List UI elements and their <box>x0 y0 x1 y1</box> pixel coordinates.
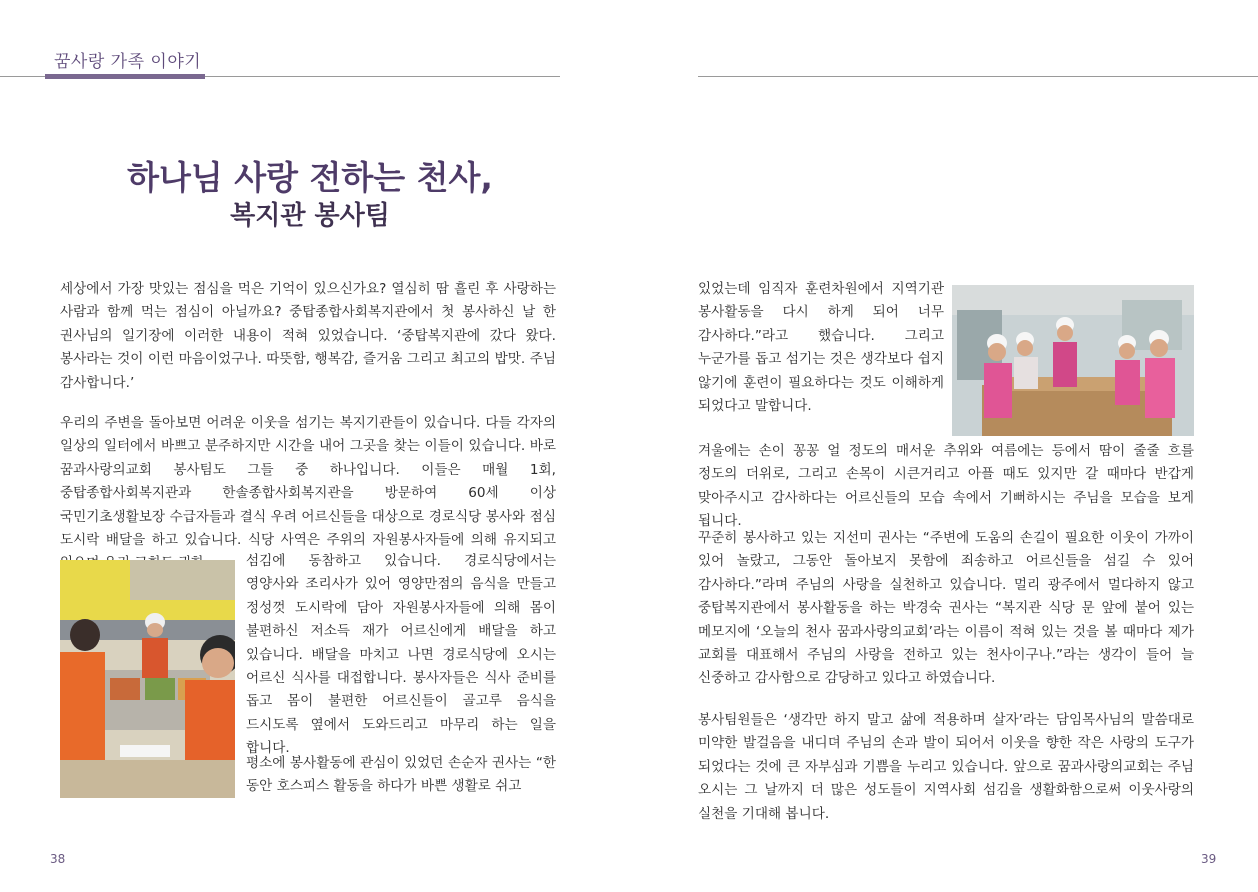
header-rule-accent <box>45 74 205 79</box>
section-label: 꿈사랑 가족 이야기 <box>54 52 202 72</box>
left-paragraph-2: 우리의 주변을 돌아보면 어려운 이웃을 섬기는 복지기관들이 있습니다. 다들 각자의 일상의 일터에서 바쁘고 분주하지만 시간을 내어 그곳을 찾는 이들이 있습니다. 바로 꿈과사랑의교회 봉사팀도 그들 중 하나입니다. 이들은 매월 1회, 중탑종합사회복지관과 한솔종합사회복지관을 방문하여 60세 이상 국민기초생활보장 수급자들과 결식 우려 어르신들을 대상으로 경로식당 봉사와 점심 도시락 배달을 하고 있습니다. 식당 사역은 주위의 자원봉사자들에 의해 유지되고 <box>60 415 556 549</box>
title-line-1: 하나님 사랑 전하는 천사, <box>127 158 493 197</box>
page-number-left: 38 <box>50 852 66 866</box>
right-paragraph-3: 꾸준히 봉사하고 있는 지선미 권사는 “주변에 도움의 손길이 필요한 이웃이 가까이 있어 놀랐고, 그동안 돌아보지 못함에 죄송하고 어르신들을 섬길 수 있어 감사하다.”라며 주님의 사랑을 실천하고 있습니다. 멀리 광주에서 멀다하지 않고 중탑복지관에서 봉사활동을 하는 박경숙 권사는 “복지관 식당 문 앞에 붙어 있는 메모지에 ‘오늘의 천사 꿈과사랑의교회’라는 이름이 적혀 있는 것을 볼 때마다 제가 교회를 대표해서 주님의 사랑을 전하고 있는 천사이구나.”라는 생각이 들어 늘 신중하고 감사함으로 감당하고 있다고 하였습니다. <box>698 530 1194 687</box>
right-paragraph-4: 봉사팀원들은 ‘생각만 하지 말고 삶에 적용하며 살자’라는 담임목사님의 말씀대로 미약한 발걸음을 내디뎌 주님의 손과 발이 되어서 이웃을 향한 작은 사랑의 도구가 되었다는 것에 큰 자부심과 기쁨을 누리고 있습니다. 앞으로 꿈과사랑의교회는 주님 오시는 그 날까지 더 많은 성도들이 지역사회 섬김을 생활화함으로써 이웃사랑의 실천을 기대해 봅니다. <box>698 712 1194 822</box>
kitchen-volunteers-photo <box>60 560 235 798</box>
volunteer-team-photo <box>952 285 1194 436</box>
left-paragraph-1: 세상에서 가장 맛있는 점심을 먹은 기억이 있으신가요? 열심히 땀 흘린 후 사랑하는 사람과 함께 먹는 점심이 아닐까요? 중탑종합사회복지관에서 첫 봉사하신 날 한 권사님의 일기장에 이러한 내용이 적혀 있었습니다. ‘중탑복지관에 갔다 왔다. 봉사라는 것이 이런 마음이었구나. 따뜻함, 행복감, 즐거움 그리고 최고의 밥맛. 주님 감사합니다.’ <box>60 281 556 391</box>
article-title <box>60 158 560 234</box>
title-line-2: 복지관 봉사팀 <box>230 201 390 231</box>
right-paragraph-1: 있었는데 임직자 훈련차원에서 지역기관 봉사활동을 다시 하게 되어 너무 감사하다.”라고 했습니다. 그리고 누군가를 돕고 섬기는 것은 생각보다 쉽지 않기에 훈련이 필요하다는 것도 이해하게 되었다고 말합니다. <box>698 281 944 415</box>
left-paragraph-4: 평소에 봉사활동에 관심이 있었던 손순자 권사는 “한 동안 호스피스 활동을 하다가 바쁜 생활로 쉬고 <box>246 755 556 795</box>
page-number-right: 39 <box>1201 852 1217 866</box>
header-rule-right <box>698 76 1258 77</box>
left-paragraph-3: 섬김에 동참하고 있습니다. 경로식당에서는 영양사와 조리사가 있어 영양만점의 음식을 만들고 정성껏 도시락에 담아 자원봉사자들에 의해 몸이 불편하신 저소득 재가 어르신에게 배달을 하고 있습니다. 배달을 마치고 나면 경로식당에 오시는 어르신 식사를 대접합니다. 봉사자들은 식사 준비를 돕고 몸이 불편한 어르신들이 골고루 음식을 드시도록 옆에서 도와드리고 마무리 하는 일을 합니다. <box>246 553 556 757</box>
right-paragraph-2: 겨울에는 손이 꽁꽁 얼 정도의 매서운 추위와 여름에는 등에서 땀이 줄줄 흐를 정도의 더위로, 그리고 손목이 시큰거리고 아플 때도 있지만 갈 때마다 반갑게 맞아주시고 감사하다는 어르신들의 모습 속에서 기뻐하시는 주님을 모습을 보게 됩니다. <box>698 443 1194 530</box>
